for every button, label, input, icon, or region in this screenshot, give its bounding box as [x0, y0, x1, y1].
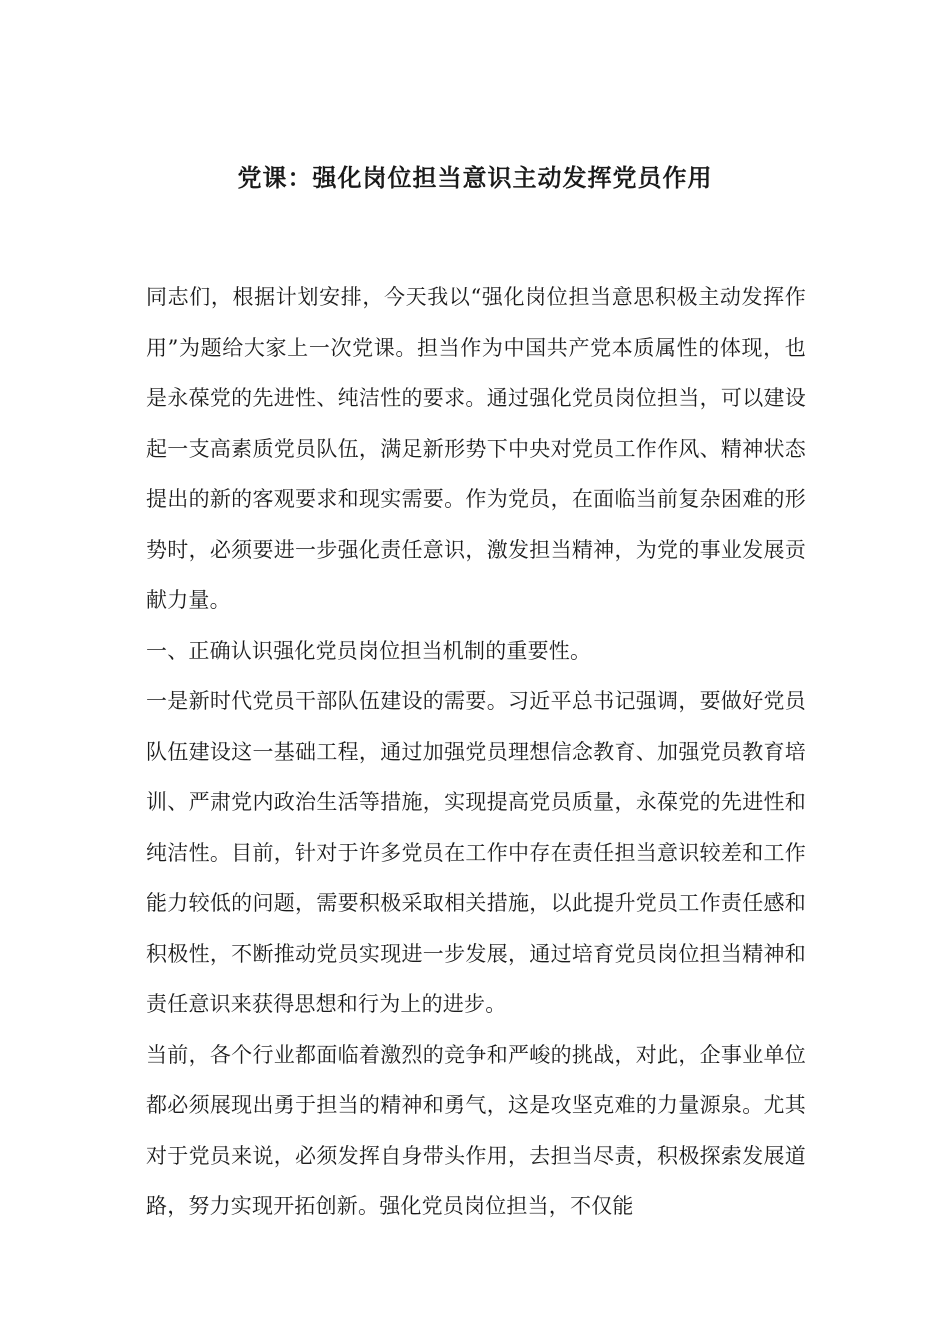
- paragraph-intro: 同志们，根据计划安排，今天我以“强化岗位担当意思积极主动发挥作用”为题给大家上一次党课。担当作为中国共产党本质属性的体现，也是永葆党的先进性、纯洁性的要求。通过强化党员岗位担当，可以建设起一支高素质党员队伍，满足新形势下中央对党员工作作风、精神状态提出的新的客观要求和现实需要。作为党员，在面临当前复杂困难的形势时，必须要进一步强化责任意识，激发担当精神，为党的事业发展贡献力量。: [146, 285, 806, 612]
- document-body: [146, 272, 806, 1232]
- paragraph-current-situation: 当前，各个行业都面临着激烈的竞争和严峻的挑战，对此，企事业单位都必须展现出勇于担当的精神和勇气，这是攻坚克难的力量源泉。尤其对于党员来说，必须发挥自身带头作用，去担当尽责，积极探索发展道路，努力实现开拓创新。强化党员岗位担当，不仅能: [146, 1042, 806, 1218]
- document-title: 党课：强化岗位担当意识主动发挥党员作用: [237, 164, 713, 192]
- section-heading-1: 一、正确认识强化党员岗位担当机制的重要性。: [146, 638, 592, 663]
- paragraph-point-1: 一是新时代党员干部队伍建设的需要。习近平总书记强调，要做好党员队伍建设这一基础工程，通过加强党员理想信念教育、加强党员教育培训、严肃党内政治生活等措施，实现提高党员质量，永葆党的先进性和纯洁性。目前，针对于许多党员在工作中存在责任担当意识较差和工作能力较低的问题，需要积极采取相关措施，以此提升党员工作责任感和积极性，不断推动党员实现进一步发展，通过培育党员岗位担当精神和责任意识来获得思想和行为上的进步。: [146, 689, 806, 1016]
